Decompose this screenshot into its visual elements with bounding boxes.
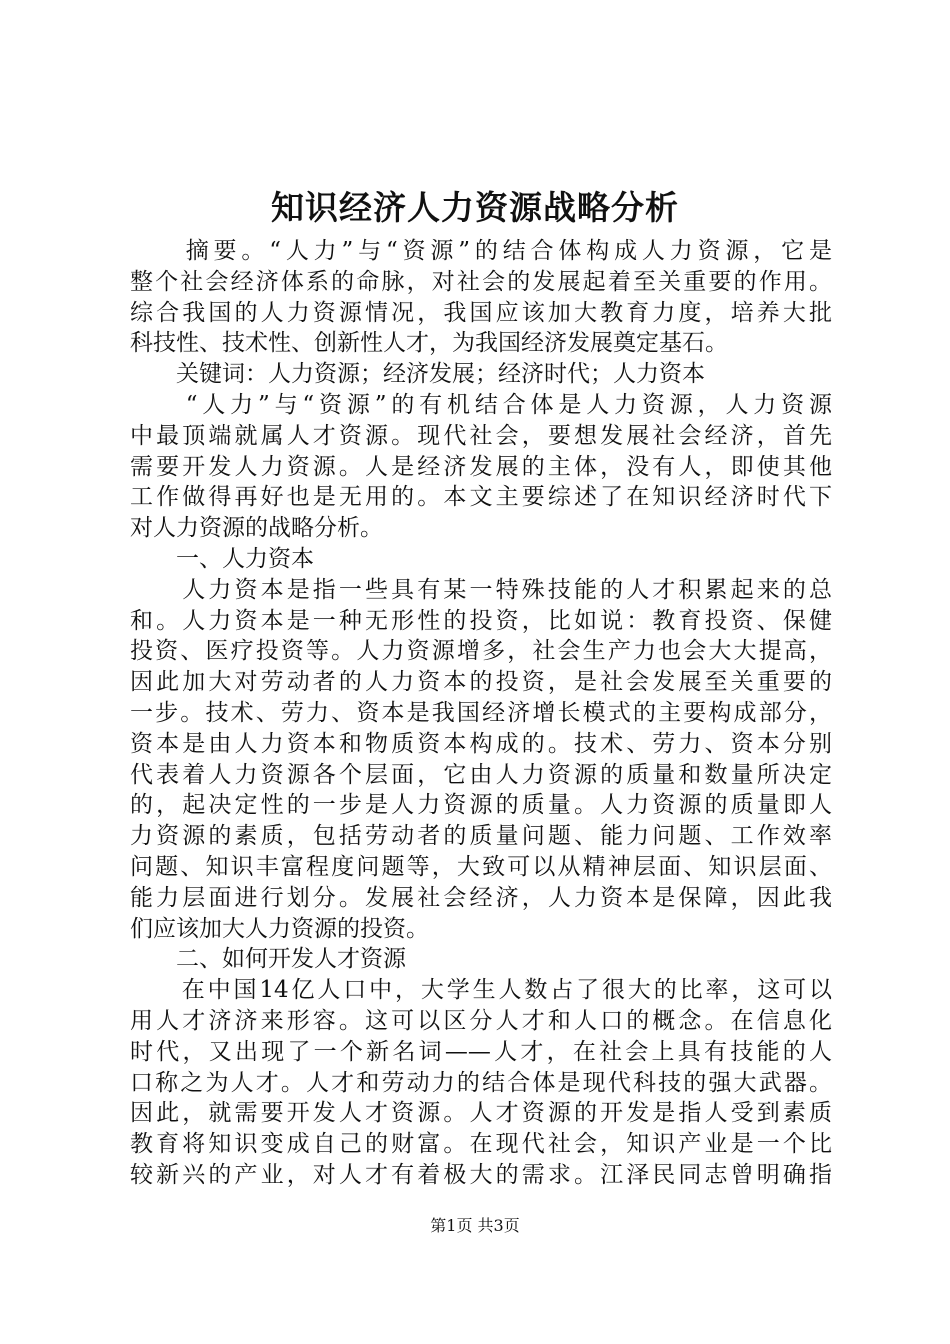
page-number-footer: 第1页 共3页 (430, 1216, 520, 1235)
text-line: 教育将知识变成自己的财富。在现代社会，知识产业是一个比 (130, 1131, 832, 1158)
text-line: 代表着人力资源各个层面，它由人力资源的质量和数量所决定 (130, 761, 832, 788)
section-heading: 一、人力资本 (130, 545, 314, 572)
text-line: 口称之为人才。人才和劳动力的结合体是现代科技的强大武器。 (130, 1069, 832, 1096)
text-line: 人力资本是指一些具有某一特殊技能的人才积累起来的总 (130, 576, 832, 603)
text-line: 时代，又出现了一个新名词——人才，在社会上具有技能的人 (130, 1038, 832, 1065)
text-line: 因此，就需要开发人才资源。人才资源的开发是指人受到素质 (130, 1100, 832, 1127)
text-line: 用人才济济来形容。这可以区分人才和人口的概念。在信息化 (130, 1007, 832, 1034)
text-line: 较新兴的产业，对人才有着极大的需求。江泽民同志曾明确指 (130, 1161, 832, 1188)
document-title: 知识经济人力资源战略分析 (271, 188, 679, 227)
text-line: 在中国14亿人口中，大学生人数占了很大的比率，这可以 (130, 977, 832, 1004)
text-line: 摘要。“人力”与“资源”的结合体构成人力资源，它是 (130, 238, 832, 264)
text-line: 问题、知识丰富程度问题等，大致可以从精神层面、知识层面、 (130, 853, 832, 880)
text-line: 和。人力资本是一种无形性的投资，比如说：教育投资、保健 (130, 607, 832, 634)
text-line: 力资源的素质，包括劳动者的质量问题、能力问题、工作效率 (130, 823, 832, 850)
text-line: “人力”与“资源”的有机结合体是人力资源，人力资源 (130, 391, 832, 418)
text-line: 整个社会经济体系的命脉，对社会的发展起着至关重要的作用。 (130, 268, 832, 295)
text-line: 工作做得再好也是无用的。本文主要综述了在知识经济时代下 (130, 484, 832, 511)
text-line: 能力层面进行划分。发展社会经济，人力资本是保障，因此我 (130, 884, 832, 911)
text-line: 资本是由人力资本和物质资本构成的。技术、劳力、资本分别 (130, 730, 832, 757)
text-line: 对人力资源的战略分析。 (130, 515, 383, 542)
text-line: 综合我国的人力资源情况，我国应该加大教育力度，培养大批 (130, 299, 832, 326)
text-line: 一步。技术、劳力、资本是我国经济增长模式的主要构成部分， (130, 699, 832, 726)
text-line: 的，起决定性的一步是人力资源的质量。人力资源的质量即人 (130, 792, 832, 819)
text-line: 需要开发人力资源。人是经济发展的主体，没有人，即使其他 (130, 453, 832, 480)
text-line: 中最顶端就属人才资源。现代社会，要想发展社会经济，首先 (130, 422, 832, 449)
text-line: 因此加大对劳动者的人力资本的投资，是社会发展至关重要的 (130, 669, 832, 696)
document-body (130, 236, 832, 1191)
section-heading: 二、如何开发人才资源 (130, 946, 406, 973)
keywords-line: 关键词：人力资源；经济发展；经济时代；人力资本 (130, 361, 705, 388)
text-line: 们应该加大人力资源的投资。 (130, 915, 429, 942)
text-line: 科技性、技术性、创新性人才，为我国经济发展奠定基石。 (130, 330, 728, 357)
text-line: 投资、医疗投资等。人力资源增多，社会生产力也会大大提高， (130, 638, 832, 665)
